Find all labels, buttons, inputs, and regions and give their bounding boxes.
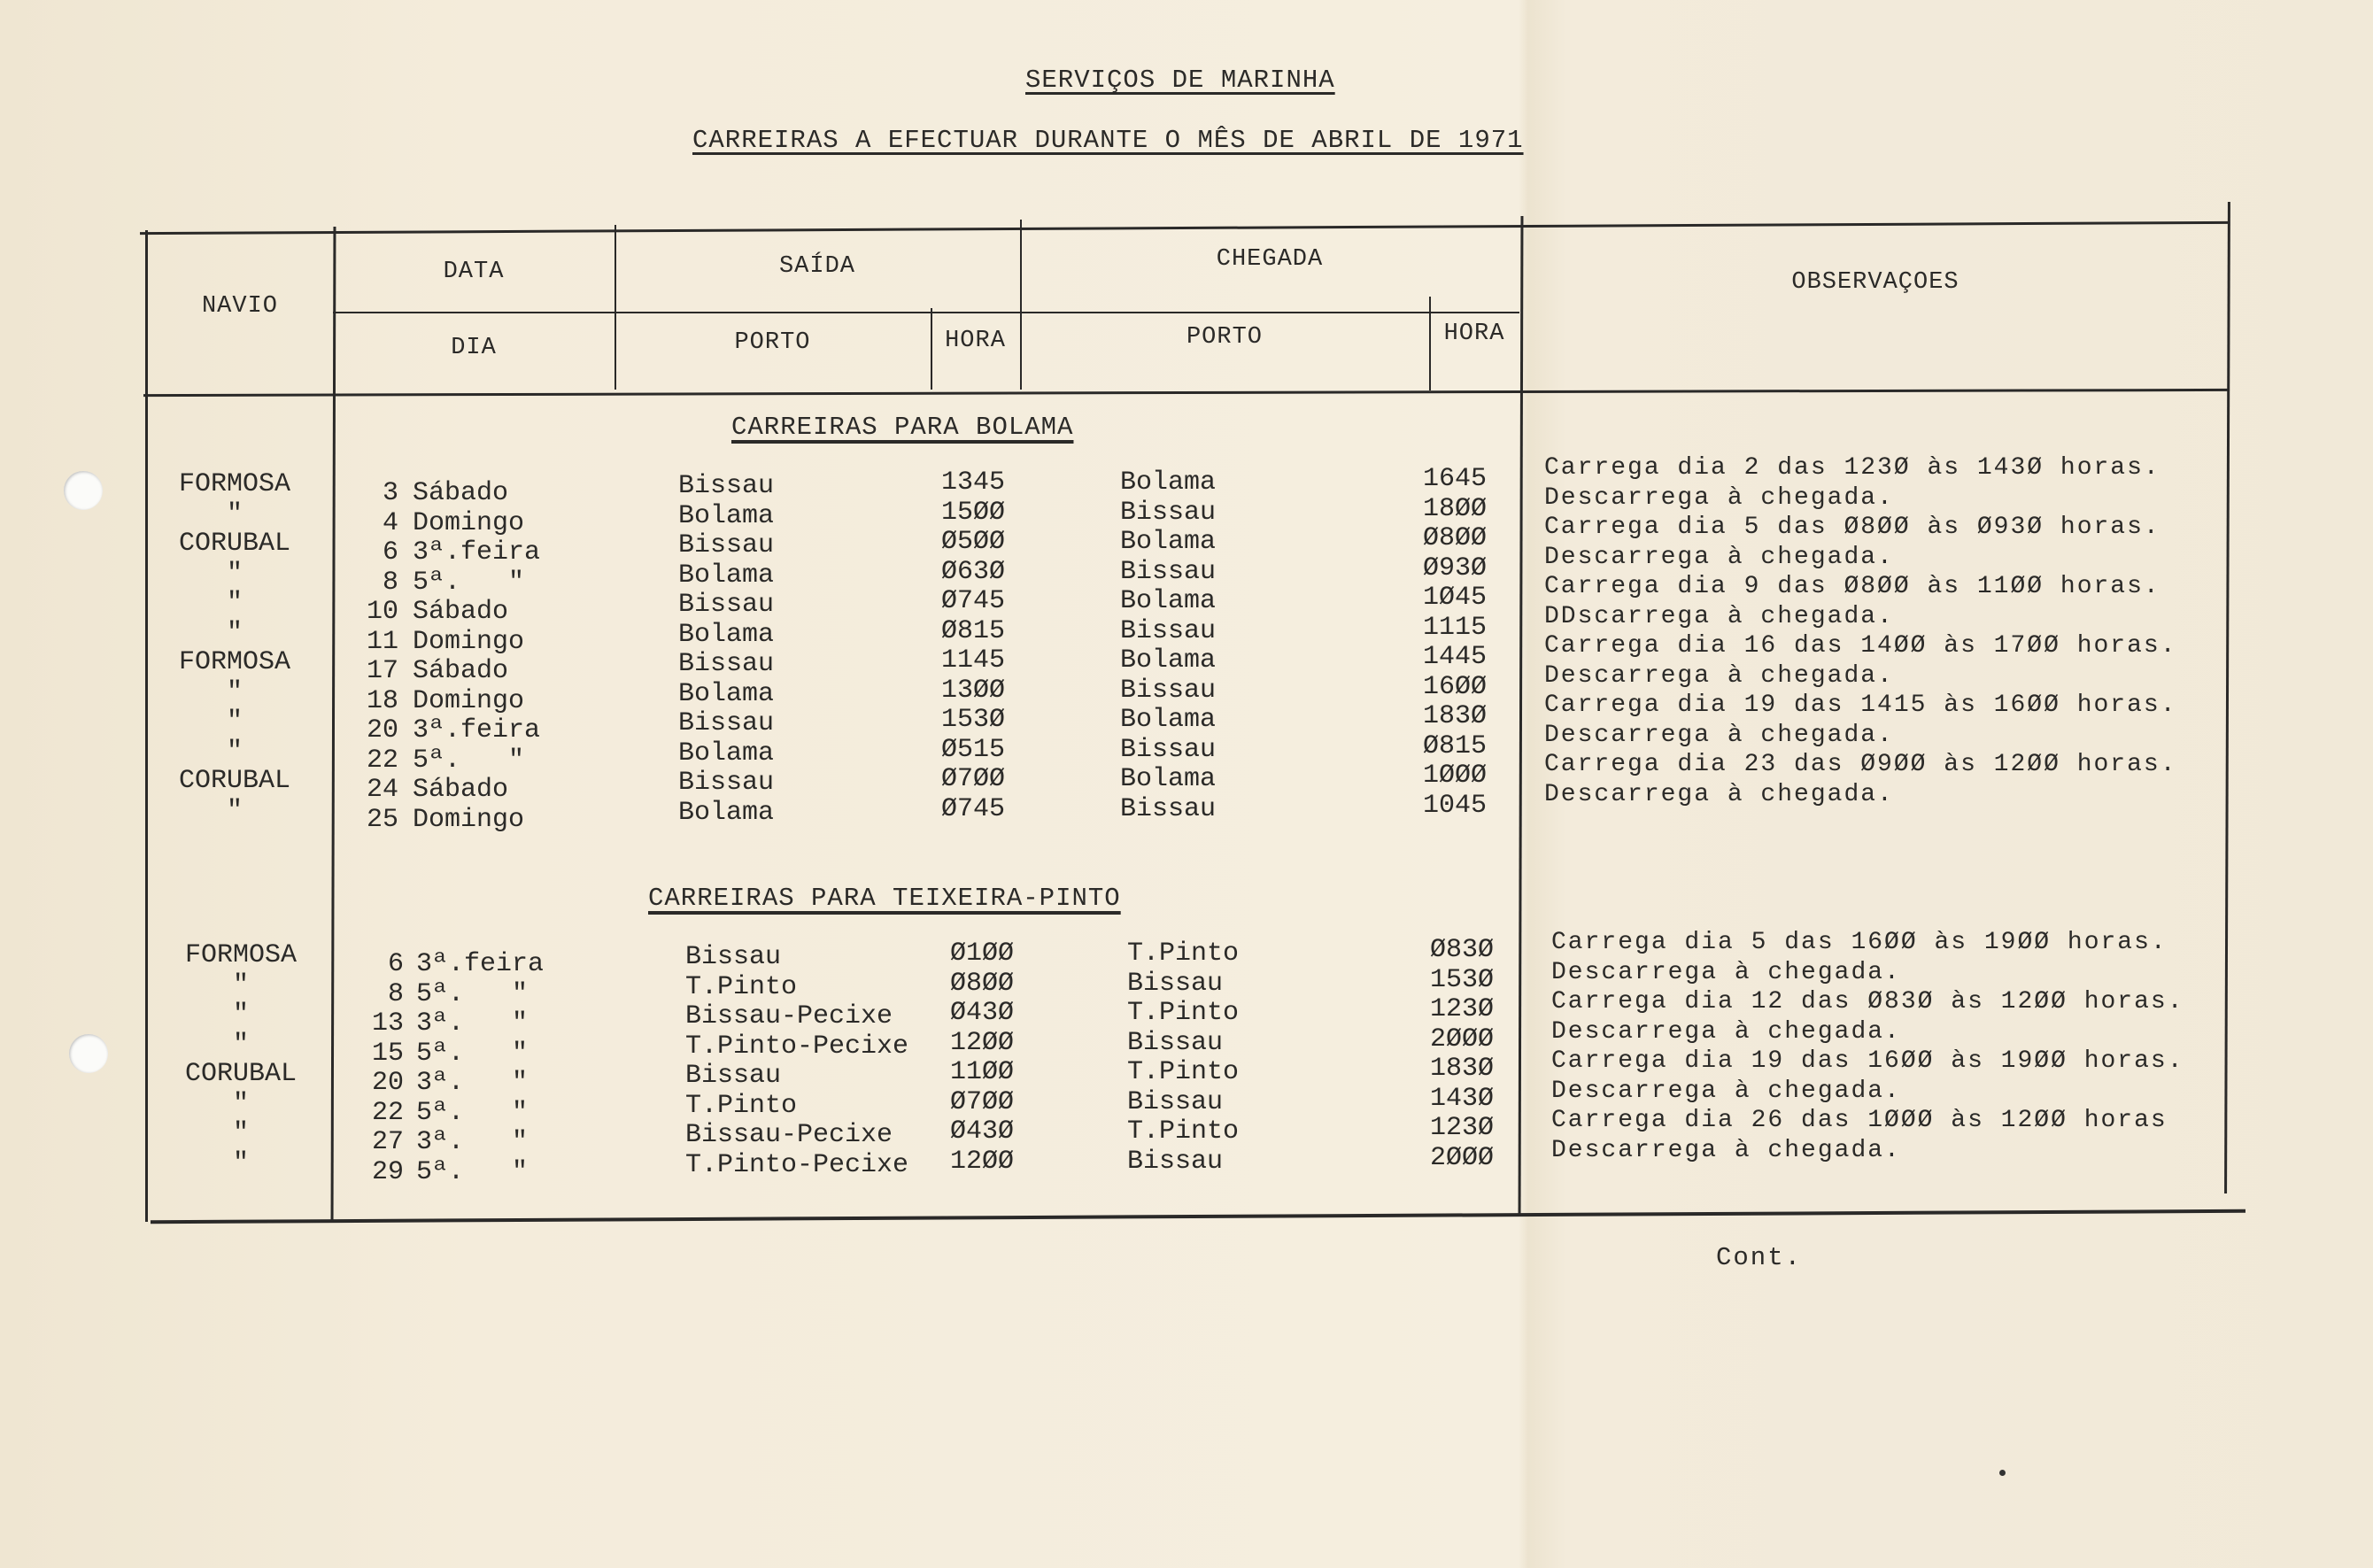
col-divider — [331, 227, 336, 1222]
row-dia: 6 — [387, 949, 404, 979]
header-saida-hora: HORA — [945, 328, 1006, 354]
row-dia: 24 — [366, 775, 398, 805]
row-dia-semana: 5ª. " — [416, 1156, 529, 1187]
row-chegada-porto: Bissau — [1127, 1027, 1224, 1058]
row-dia-semana: 3ª.feira — [413, 537, 541, 568]
row-dia-semana: Domingo — [413, 685, 525, 716]
row-chegada-porto: T.Pinto — [1127, 998, 1240, 1028]
header-saida: SAÍDA — [778, 253, 855, 280]
observation-line: Carrega dia 12 das Ø83Ø às 12ØØ horas. — [1551, 988, 2184, 1016]
row-chegada-hora: Ø8ØØ — [1423, 523, 1488, 553]
row-navio: " — [226, 588, 243, 618]
punch-hole — [64, 471, 103, 510]
row-chegada-porto: Bissau — [1120, 615, 1217, 646]
row-navio: " — [232, 969, 249, 1000]
row-dia-semana: Sábado — [413, 775, 509, 805]
row-chegada-porto: T.Pinto — [1127, 1116, 1240, 1147]
row-saida-hora: Ø7ØØ — [950, 1086, 1015, 1117]
observation-line: Descarrega à chegada. — [1544, 543, 1894, 571]
observation-line: DDscarrega à chegada. — [1544, 602, 1894, 630]
row-saida-hora: Ø815 — [941, 615, 1006, 646]
row-dia: 10 — [366, 597, 398, 627]
punch-hole — [69, 1034, 108, 1073]
row-dia: 13 — [371, 1008, 404, 1039]
row-dia: 3 — [382, 478, 398, 508]
row-saida-hora: Ø745 — [941, 586, 1006, 616]
row-navio: " — [232, 1088, 249, 1119]
row-saida-hora: Ø8ØØ — [950, 968, 1015, 999]
row-dia: 15 — [371, 1038, 404, 1069]
row-dia-semana: Sábado — [413, 478, 509, 508]
row-dia-semana: 5ª. " — [416, 978, 529, 1009]
row-navio: " — [232, 1118, 249, 1148]
row-saida-porto: Bissau — [678, 768, 775, 798]
row-saida-hora: Ø7ØØ — [941, 764, 1006, 794]
row-saida-porto: Bolama — [678, 678, 775, 709]
observation-line: Carrega dia 9 das Ø8ØØ às 11ØØ horas. — [1544, 573, 2160, 600]
row-saida-hora: Ø43Ø — [950, 998, 1015, 1028]
header-dia: DIA — [451, 335, 497, 361]
row-saida-porto: T.Pinto — [685, 1090, 798, 1121]
row-dia: 22 — [366, 745, 398, 776]
row-dia-semana: 3ª. " — [416, 1127, 529, 1157]
row-chegada-hora: 183Ø — [1430, 1054, 1495, 1084]
row-dia: 11 — [366, 626, 398, 657]
observation-line: Descarrega à chegada. — [1551, 1136, 1901, 1164]
row-chegada-hora: Ø815 — [1423, 730, 1488, 761]
row-dia: 25 — [366, 804, 398, 835]
observation-line: Descarrega à chegada. — [1551, 958, 1901, 986]
row-dia-semana: Domingo — [413, 804, 525, 835]
row-saida-porto: Bissau — [685, 942, 782, 972]
row-saida-porto: Bissau — [678, 471, 775, 501]
row-saida-hora: Ø745 — [941, 793, 1006, 824]
row-navio: " — [226, 707, 243, 737]
row-saida-hora: 12ØØ — [950, 1027, 1015, 1058]
row-saida-porto: Bissau-Pecixe — [685, 1120, 893, 1150]
row-saida-hora: 13ØØ — [941, 675, 1006, 706]
row-saida-porto: T.Pinto-Pecixe — [685, 1149, 909, 1180]
row-chegada-hora: 1Ø45 — [1423, 583, 1488, 613]
header-saida-porto: PORTO — [734, 329, 811, 356]
row-saida-porto: Bolama — [678, 560, 775, 591]
row-dia: 4 — [382, 507, 398, 538]
row-navio: " — [226, 617, 243, 648]
row-chegada-porto: Bolama — [1120, 645, 1217, 676]
observation-line: Descarrega à chegada. — [1544, 780, 1894, 808]
row-chegada-hora: 18ØØ — [1423, 493, 1488, 524]
header-navio: NAVIO — [201, 293, 278, 320]
row-dia-semana: 5ª. " — [413, 745, 525, 776]
document-title: SERVIÇOS DE MARINHA — [1025, 66, 1335, 95]
row-saida-hora: Ø63Ø — [941, 556, 1006, 587]
row-dia: 22 — [371, 1097, 404, 1128]
row-saida-hora: Ø43Ø — [950, 1116, 1015, 1147]
observation-line: Descarrega à chegada. — [1551, 1017, 1901, 1046]
document-subtitle: CARREIRAS A EFECTUAR DURANTE O MÊS DE ABRIL DE 1971 — [692, 126, 1524, 155]
row-chegada-hora: Ø93Ø — [1423, 552, 1488, 583]
row-dia-semana: 5ª. " — [413, 567, 525, 598]
row-chegada-porto: Bissau — [1127, 1086, 1224, 1117]
row-saida-porto: Bissau — [678, 590, 775, 620]
row-saida-porto: Bissau — [678, 530, 775, 560]
observation-line: Carrega dia 16 das 14ØØ às 17ØØ horas. — [1544, 632, 2177, 660]
col-divider — [1020, 220, 1022, 390]
row-dia-semana: Domingo — [413, 507, 525, 538]
row-navio: FORMOSA — [184, 940, 298, 970]
row-saida-porto: T.Pinto-Pecixe — [685, 1031, 909, 1062]
row-navio: " — [226, 676, 243, 707]
table-border-bottom — [151, 1209, 2245, 1224]
header-observacoes: OBSERVAÇOES — [1791, 269, 1959, 296]
row-dia-semana: Sábado — [413, 597, 509, 627]
row-dia: 29 — [371, 1156, 404, 1187]
observation-line: Carrega dia 26 das 1ØØØ às 12ØØ horas — [1551, 1107, 2168, 1134]
row-navio: CORUBAL — [178, 766, 291, 796]
row-chegada-porto: Bissau — [1120, 793, 1217, 824]
row-saida-hora: 11ØØ — [950, 1057, 1015, 1087]
row-navio: " — [232, 1000, 249, 1030]
row-chegada-porto: Bissau — [1120, 734, 1217, 765]
row-saida-hora: 1345 — [941, 467, 1006, 498]
row-dia: 20 — [366, 715, 398, 745]
ink-dot — [1999, 1470, 2006, 1476]
row-chegada-porto: Bissau — [1127, 968, 1224, 999]
row-dia: 18 — [366, 685, 398, 716]
header-chegada: CHEGADA — [1216, 246, 1324, 273]
row-navio: " — [232, 1029, 249, 1060]
observation-line: Carrega dia 5 das 16ØØ às 19ØØ horas. — [1551, 929, 2168, 956]
row-saida-porto: Bolama — [678, 500, 775, 531]
row-saida-porto: Bissau-Pecixe — [685, 1001, 893, 1031]
row-chegada-porto: Bissau — [1120, 497, 1217, 528]
row-chegada-porto: Bolama — [1120, 586, 1217, 616]
section-title: CARREIRAS PARA BOLAMA — [731, 413, 1074, 442]
row-chegada-hora: 1045 — [1423, 790, 1488, 821]
row-chegada-hora: 1445 — [1423, 642, 1488, 672]
row-chegada-hora: 183Ø — [1423, 701, 1488, 731]
header-chegada-porto: PORTO — [1186, 324, 1263, 351]
continuation-note: Cont. — [1716, 1243, 1803, 1272]
row-navio: " — [226, 736, 243, 767]
row-saida-porto: Bolama — [678, 797, 775, 828]
row-chegada-porto: Bolama — [1120, 764, 1217, 794]
row-dia-semana: 3ª.feira — [416, 949, 545, 979]
row-dia-semana: Sábado — [413, 656, 509, 686]
header-chegada-hora: HORA — [1443, 321, 1505, 347]
row-dia-semana: 5ª. " — [416, 1097, 529, 1128]
row-chegada-hora: 16ØØ — [1423, 671, 1488, 702]
row-saida-porto: T.Pinto — [685, 971, 798, 1002]
observation-line: Carrega dia 5 das Ø8ØØ às Ø93Ø horas. — [1544, 514, 2160, 541]
row-saida-porto: Bissau — [678, 708, 775, 738]
row-chegada-hora: 2ØØØ — [1430, 1023, 1495, 1054]
observation-line: Carrega dia 2 das 123Ø às 143Ø horas. — [1544, 454, 2160, 482]
row-chegada-hora: 1115 — [1423, 612, 1488, 643]
observation-line: Carrega dia 19 das 1415 às 16ØØ horas. — [1544, 691, 2177, 719]
row-chegada-hora: 1645 — [1423, 464, 1488, 494]
row-dia: 8 — [387, 978, 404, 1009]
row-saida-porto: Bolama — [678, 619, 775, 650]
section-title: CARREIRAS PARA TEIXEIRA-PINTO — [648, 884, 1121, 913]
header-mid-rule — [333, 312, 1519, 313]
row-dia: 17 — [366, 656, 398, 686]
observation-line: Descarrega à chegada. — [1544, 721, 1894, 749]
observation-line: Descarrega à chegada. — [1544, 483, 1894, 512]
observation-line: Descarrega à chegada. — [1544, 661, 1894, 690]
row-chegada-hora: 153Ø — [1430, 964, 1495, 995]
row-chegada-porto: T.Pinto — [1127, 938, 1240, 969]
row-saida-hora: 1145 — [941, 645, 1006, 676]
row-chegada-porto: Bissau — [1120, 556, 1217, 587]
row-chegada-porto: Bolama — [1120, 467, 1217, 498]
observation-line: Carrega dia 19 das 16ØØ às 19ØØ horas. — [1551, 1047, 2184, 1075]
row-saida-hora: Ø515 — [941, 734, 1006, 765]
row-dia: 27 — [371, 1127, 404, 1157]
row-dia: 6 — [382, 537, 398, 568]
row-saida-hora: 15ØØ — [941, 497, 1006, 528]
header-data: DATA — [443, 259, 505, 285]
row-saida-porto: Bissau — [685, 1061, 782, 1091]
row-navio: " — [226, 795, 243, 826]
row-navio: FORMOSA — [178, 647, 291, 677]
row-dia-semana: 3ª.feira — [413, 715, 541, 745]
row-dia-semana: 5ª. " — [416, 1038, 529, 1069]
row-chegada-porto: Bissau — [1120, 675, 1217, 706]
row-chegada-hora: 123Ø — [1430, 994, 1495, 1024]
row-saida-hora: Ø5ØØ — [941, 527, 1006, 557]
observation-line: Carrega dia 23 das Ø9ØØ às 12ØØ horas. — [1544, 751, 2177, 778]
row-chegada-hora: 2ØØØ — [1430, 1142, 1495, 1173]
row-navio: " — [226, 498, 243, 529]
row-saida-hora: 12ØØ — [950, 1146, 1015, 1177]
row-navio: " — [232, 1147, 249, 1178]
row-chegada-hora: Ø83Ø — [1430, 935, 1495, 965]
row-navio: FORMOSA — [178, 469, 291, 499]
table-header-bottom — [143, 389, 2230, 397]
row-navio: CORUBAL — [178, 529, 291, 559]
row-navio: CORUBAL — [184, 1059, 298, 1089]
table-border-top — [140, 221, 2230, 235]
row-chegada-porto: T.Pinto — [1127, 1057, 1240, 1087]
row-dia-semana: 3ª. " — [416, 1068, 529, 1098]
row-chegada-porto: Bolama — [1120, 705, 1217, 735]
row-saida-porto: Bissau — [678, 649, 775, 679]
row-chegada-hora: 1ØØØ — [1423, 761, 1488, 791]
row-chegada-hora: 123Ø — [1430, 1113, 1495, 1143]
col-divider — [615, 225, 616, 390]
row-saida-hora: 153Ø — [941, 705, 1006, 735]
row-dia-semana: Domingo — [413, 626, 525, 657]
row-dia: 20 — [371, 1068, 404, 1098]
row-saida-hora: Ø1ØØ — [950, 938, 1015, 969]
observation-line: Descarrega à chegada. — [1551, 1077, 1901, 1105]
col-divider — [1519, 216, 1524, 1217]
row-chegada-hora: 143Ø — [1430, 1083, 1495, 1114]
row-dia: 8 — [382, 567, 398, 598]
table-border-left — [145, 230, 148, 1222]
row-chegada-porto: Bolama — [1120, 527, 1217, 557]
row-navio: " — [226, 558, 243, 589]
row-saida-porto: Bolama — [678, 738, 775, 769]
table-border-right — [2224, 202, 2230, 1193]
row-dia-semana: 3ª. " — [416, 1008, 529, 1039]
row-chegada-porto: Bissau — [1127, 1146, 1224, 1177]
